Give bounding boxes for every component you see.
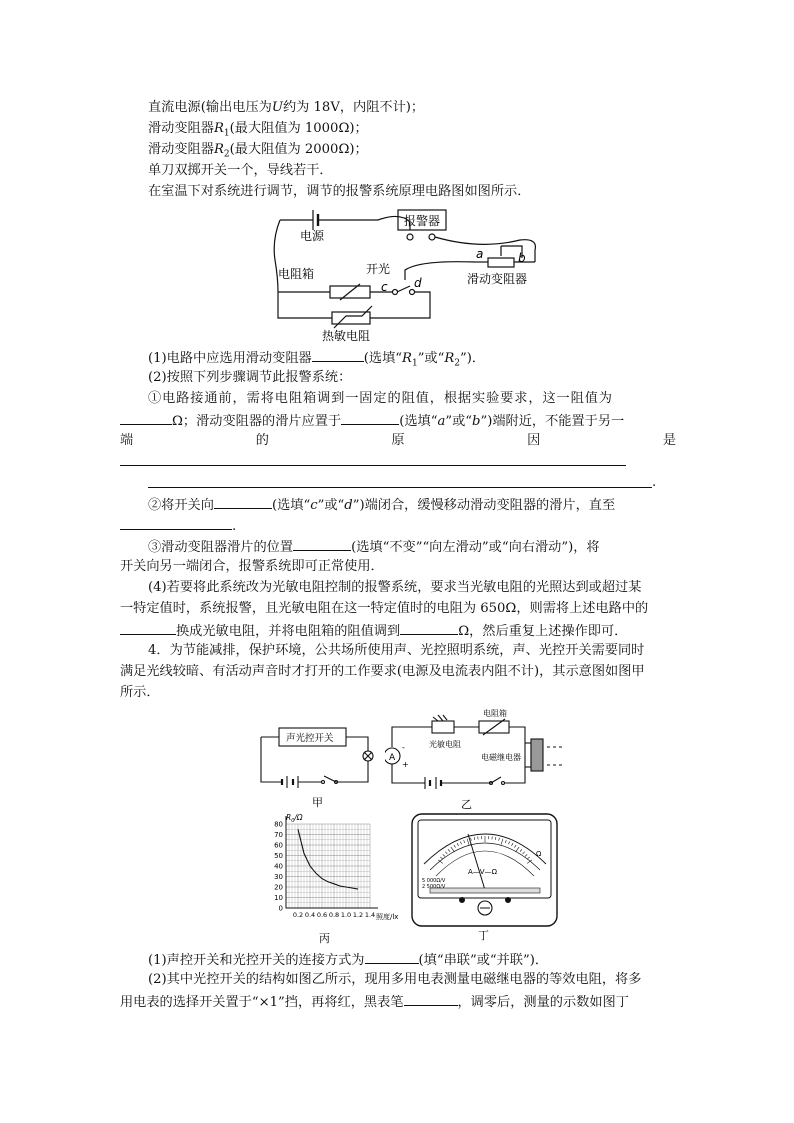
chart-x-tick: 0.8	[328, 911, 340, 919]
answer-blank[interactable]	[365, 950, 419, 964]
chart-x-tick: 0.4	[304, 911, 316, 919]
chart-y-tick: 10	[274, 894, 283, 902]
chart-x-tick: 1.4	[364, 911, 376, 919]
label-resbox: 电阻箱	[278, 267, 315, 281]
q2-step3-line2: 开关向另一端闭合，报警系统即可正常使用．	[120, 559, 384, 574]
chart-y-tick: 50	[274, 852, 283, 860]
p4-line3: 所示．	[120, 685, 160, 700]
label-thermistor: 热敏电阻	[322, 329, 371, 343]
q2-step3-line1: ③滑动变阻器滑片的位置 (选填“不变”“向左滑动”或“向右滑动”)，将	[148, 537, 600, 557]
answer-blank[interactable]	[120, 516, 232, 530]
answer-line[interactable]	[120, 465, 626, 466]
material-r1: 滑动变阻器$R_1$(最大阻值为 1000Ω)；	[148, 121, 368, 139]
label-sound-light-switch: 声光控开关	[286, 733, 334, 744]
chart-x-tick: 0.2	[292, 911, 304, 919]
chart-x-tick: 1.0	[340, 911, 352, 919]
answer-blank[interactable]	[120, 621, 176, 635]
chart-y-tick: 20	[274, 883, 283, 892]
label-rheostat: 滑动变阻器	[467, 272, 528, 286]
figure-jia	[256, 718, 378, 810]
material-r2: 滑动变阻器$R_2$(最大阻值为 2000Ω)；	[148, 142, 368, 160]
q2-step1-line2: Ω；滑动变阻器的滑片应置于 (选填“a”或“b”)端附近，不能置于另一	[120, 411, 624, 431]
label-a: a	[476, 247, 484, 261]
ammeter-plus: +	[402, 760, 409, 769]
q2-step1-line1: ①电路接通前，需将电阻箱调到一固定的阻值，根据实验要求，这一阻值为	[148, 391, 613, 406]
material-switch: 单刀双掷开关一个，导线若干．	[148, 163, 333, 178]
answer-blank[interactable]	[341, 411, 399, 425]
chart-xlabel: 照度/lx	[376, 913, 399, 921]
p4-line2: 满足光线较暗、有活动声音时才打开的工作要求(电源及电流表内阻不计)，其示意图如图甲	[120, 664, 645, 679]
p4-line1: 4．为节能减排，保护环境，公共场所使用声、光控照明系统，声、光控开关需要同时	[148, 643, 645, 658]
chart-y-tick: 80	[274, 820, 283, 829]
label-c: c	[381, 280, 388, 294]
q4-line1: (4)若要将此系统改为光敏电阻控制的报警系统，要求当光敏电阻的光照达到或超过某	[148, 580, 642, 595]
dial-label: A—V—Ω	[468, 868, 497, 876]
figure-bing-chart	[256, 808, 406, 946]
chart-x-tick: 0.6	[316, 911, 328, 919]
chart-y-tick: 60	[274, 841, 283, 850]
figure-ding-multimeter	[410, 812, 560, 942]
answer-blank[interactable]	[400, 621, 458, 635]
dial-note-1: 5 000Ω/V	[422, 878, 446, 884]
figure-label-ding: 丁	[478, 929, 489, 942]
label-switch: 开光	[366, 262, 391, 276]
label-d: d	[414, 276, 422, 290]
answer-blank[interactable]	[293, 537, 351, 551]
answer-blank[interactable]	[214, 495, 272, 509]
q4-line2: 一特定值时，系统报警，且光敏电阻在这一特定值时的电阻为 650Ω，则需将上述电路中的	[120, 601, 649, 616]
dial-note-2: 2 500Ω/V	[422, 884, 446, 890]
answer-line[interactable]	[148, 487, 652, 488]
label-photoresistor: 光敏电阻	[429, 740, 461, 749]
bottom-q2-line1: (2)其中光控开关的结构如图乙所示，现用多用电表测量电磁继电器的等效电阻，将多	[148, 972, 642, 987]
bottom-q2-line2: 用电表的选择开关置于“×1”挡，再将红，黑表笔 ，调零后，测量的示数如图丁	[120, 992, 629, 1012]
chart-y-tick: 70	[274, 831, 283, 839]
q2-intro: (2)按照下列步骤调节此报警系统：	[148, 370, 352, 385]
material-power: 直流电源(输出电压为U约为 18V，内阻不计)；	[148, 100, 425, 115]
label-alarm: 报警器	[404, 214, 441, 228]
figure-label-yi: 乙	[461, 798, 472, 810]
q4-line3: 换成光敏电阻，并将电阻箱的阻值调到 Ω，然后重复上述操作即可．	[120, 621, 627, 641]
period: .	[652, 475, 657, 490]
label-power: 电源	[300, 229, 325, 243]
label-b: b	[518, 251, 526, 265]
answer-blank[interactable]	[120, 411, 172, 425]
label-yi-resbox: 电阻箱	[483, 709, 507, 718]
answer-blank[interactable]	[404, 992, 458, 1006]
ammeter-minus: -	[402, 743, 405, 752]
intro-text: 在室温下对系统进行调节，调节的报警系统原理电路图如图所示．	[148, 184, 531, 199]
chart-y-tick: 0	[278, 904, 283, 913]
label-relay: 电磁继电器	[481, 753, 521, 762]
q2-step2-line2: .	[120, 516, 236, 536]
dial-ohm: Ω	[536, 850, 542, 858]
alarm-circuit-diagram	[260, 200, 550, 345]
q2-step1-line3: 端 的 原 因 是	[120, 433, 676, 448]
q2-step2-line1: ②将开关向 (选填“c”或“d”)端闭合，缓慢移动滑动变阻器的滑片，直至	[148, 495, 615, 515]
figure-label-jia: 甲	[312, 796, 323, 809]
q1-line: (1)电路中应选用滑动变阻器 (选填“$R_1$”或“$R_2$”)．	[148, 348, 485, 373]
chart-x-tick: 1.2	[352, 911, 364, 919]
figure-yi	[385, 705, 570, 810]
answer-blank[interactable]	[312, 348, 364, 362]
ammeter-symbol: A	[389, 753, 396, 763]
chart-y-tick: 30	[274, 873, 283, 881]
bottom-q1: (1)声控开关和光控开关的连接方式为 (填“串联”或“并联”)．	[148, 950, 548, 970]
chart-y-tick: 40	[274, 862, 283, 871]
figure-label-bing: 丙	[319, 932, 330, 945]
chart-ylabel: $R_0/\Omega$	[286, 813, 303, 824]
